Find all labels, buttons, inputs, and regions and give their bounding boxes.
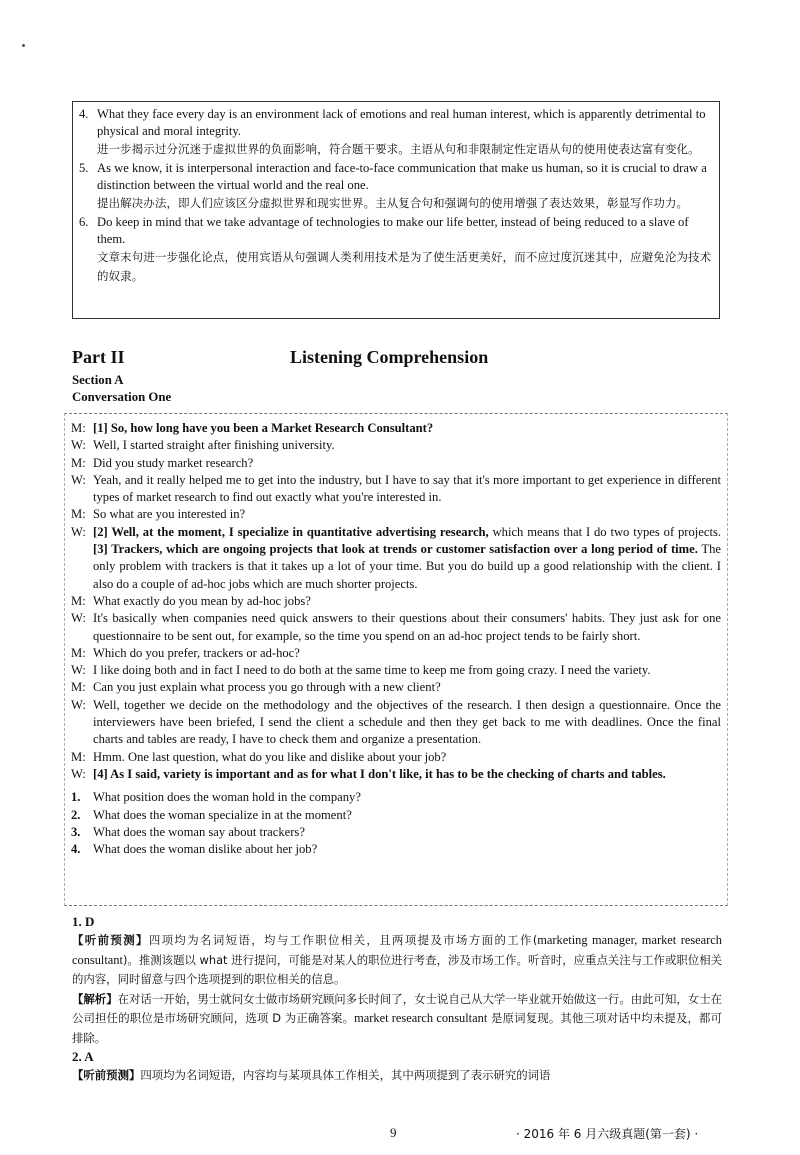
dialogue-segment: Well, I started straight after finishing university.	[93, 438, 335, 453]
question-list	[71, 789, 721, 858]
dialogue-line	[71, 610, 721, 645]
dialogue-text	[93, 437, 721, 454]
page-number: 9	[390, 1125, 397, 1140]
dialogue-text	[93, 524, 721, 593]
prediction-english: marketing manager, market research consultant	[72, 933, 722, 967]
dialogue-line	[71, 506, 721, 523]
analysis-text: 在对话一开始，男士就问女士做市场研究顾问多长时间了，女士说自己从大学一毕业就开始做这一行。由此可知，女士在公司担任的职位是市场研究顾问，选项 D 为正确答案。	[72, 991, 722, 1025]
annotated-sentences-box	[72, 101, 720, 319]
dialogue-text	[93, 697, 721, 749]
dialogue-segment: Hmm. One last question, what do you like and dislike about your job?	[93, 749, 447, 764]
speaker-label: W:	[71, 611, 86, 626]
dialogue-segment: Did you study market research?	[93, 455, 254, 470]
answer-section	[72, 913, 722, 1086]
question-number: 2.	[71, 807, 81, 822]
dialogue-line	[71, 524, 721, 593]
dialogue-text	[93, 749, 721, 766]
dialogue-segment: Well, together we decide on the methodology and the objectives of the research. I then design a questionnaire. Once the interviewers have been briefed, I send the client a schedule and then they get back to me with deadlines. Once the final charts and tables are ready, I have to check them and organize a presentation.	[93, 697, 721, 747]
key-sentence: [2] Well, at the moment, I specialize in quantitative advertising research,	[93, 524, 489, 539]
dialogue-segment: I like doing both and in fact I need to do both at the same time to keep me from going crazy. I need the variety.	[93, 663, 651, 678]
dialogue-text	[93, 662, 721, 679]
dialogue-text	[93, 420, 721, 437]
dialogue-text	[93, 679, 721, 696]
answer-prediction	[72, 931, 722, 990]
sentence-number: 5.	[79, 161, 89, 175]
page-source: · 2016 年 6 月六级真题(第一套) ·	[516, 1127, 699, 1141]
sentence-item	[79, 214, 715, 286]
dialogue-text	[93, 593, 721, 610]
key-sentence: [4] As I said, variety is important and as for what I don't like, it has to be the checking of charts and tables.	[93, 766, 666, 781]
dialogue-line	[71, 749, 721, 766]
speaker-label: M:	[71, 749, 86, 764]
speaker-label: M:	[71, 680, 86, 695]
prediction-text: 四项均为名词短语，均与工作职位相关，且两项提及市场方面的工作(	[148, 933, 538, 947]
question-number: 1.	[71, 790, 81, 805]
dialogue-text	[93, 645, 721, 662]
speaker-label: W:	[71, 472, 86, 487]
dialogue-line	[71, 679, 721, 696]
speaker-label: M:	[71, 645, 86, 660]
answer-number: 2. A	[72, 1049, 94, 1064]
dialogue-segment: So what are you interested in?	[93, 507, 246, 522]
dialogue-text	[93, 610, 721, 645]
speaker-label: M:	[71, 593, 86, 608]
analysis-english: market research consultant	[354, 1011, 488, 1025]
sentence-item	[79, 160, 715, 213]
dialogue-text	[93, 506, 721, 523]
dialogue-text	[93, 766, 721, 783]
transcript-box	[64, 413, 728, 906]
analysis-text-end: 是原词复现。其他三项对话中均未提及，都可排除。	[72, 1011, 723, 1045]
dialogue-line	[71, 437, 721, 454]
dialogue-line	[71, 420, 721, 437]
dialogue-segment: It's basically when companies need quick answers to their questions about their consumers' habits. They just ask for one questionnaire to be sent out, for example, so the time you spend on an ad-hoc project tends to be fairly short.	[93, 611, 721, 643]
sentence-comment: 进一步揭示过分沉迷于虚拟世界的负面影响，符合题干要求。主语从句和非限制定性定语从句的使用使表达富有变化。	[97, 142, 700, 156]
question-text: What does the woman say about trackers?	[93, 824, 305, 839]
dialogue-line	[71, 593, 721, 610]
section-label: Section A	[72, 373, 124, 387]
prediction-text-end: )。推测该题以 what 进行提问，可能是对某人的职位进行考查，涉及市场工作。听音时，应重点关注与工作或职位相关的内容，同时留意与四个选项提到的职位相关的信息。	[72, 952, 722, 986]
part-title: Listening Comprehension	[290, 347, 489, 367]
question-text: What does the woman dislike about her job?	[93, 842, 318, 857]
sentence-english: As we know, it is interpersonal interaction and face-to-face communication that make us human, so it is crucial to draw a distinction between the virtual world and the real one.	[97, 161, 707, 192]
question-item	[71, 841, 721, 858]
speaker-label: W:	[71, 766, 86, 781]
dialogue-line	[71, 662, 721, 679]
prediction-tag: 【听前预测】	[72, 1068, 141, 1082]
question-item	[71, 824, 721, 841]
answer-number: 1. D	[72, 914, 95, 929]
question-number: 4.	[71, 842, 81, 857]
speaker-label: W:	[71, 524, 86, 539]
question-number: 3.	[71, 824, 81, 839]
dialogue-segment: The only problem with trackers is that it takes up a lot of your time. But you do build up a good relationship with the client. I also do a couple of ad-hoc jobs which are much shorter projects.	[93, 542, 721, 591]
prediction-tag: 【听前预测】	[72, 933, 149, 947]
key-sentence: [1] So, how long have you been a Market Research Consultant?	[93, 421, 434, 435]
speaker-label: M:	[71, 455, 86, 470]
question-item	[71, 789, 721, 806]
prediction-text: 四项均为名词短语，内容均与某项具体工作相关，其中两项提到了表示研究的词语	[140, 1068, 551, 1082]
question-item	[71, 807, 721, 824]
speaker-label: W:	[71, 663, 86, 678]
sentence-comment: 提出解决办法，即人们应该区分虚拟世界和现实世界。主从复合句和强调句的使用增强了表达效果，彰显写作功力。	[97, 196, 689, 210]
sentence-item	[79, 106, 715, 159]
dialogue-segment: Yeah, and it really helped me to get into the industry, but I have to say that it's more important to get experience in different types of market research to find out exactly what you're interested in.	[93, 472, 721, 505]
dialogue-line	[71, 455, 721, 472]
dialogue-line	[71, 766, 721, 783]
answer-prediction	[72, 1066, 722, 1086]
sentence-english: What they face every day is an environment lack of emotions and real human interest, which is apparently detrimental to physical and moral integrity.	[97, 107, 706, 138]
question-text: What does the woman specialize in at the moment?	[93, 807, 352, 822]
question-text: What position does the woman hold in the company?	[93, 790, 361, 805]
dialogue-segment: What exactly do you mean by ad-hoc jobs?	[93, 593, 311, 608]
dialogue-line	[71, 697, 721, 749]
dialogue-line	[71, 645, 721, 662]
sentence-comment: 文章末句进一步强化论点，使用宾语从句强调人类利用技术是为了使生活更美好，而不应过度沉迷其中，应避免沦为技术的奴隶。	[97, 250, 712, 283]
speaker-label: M:	[71, 421, 86, 435]
answer-analysis	[72, 990, 722, 1049]
speaker-label: W:	[71, 438, 86, 453]
sentence-number: 6.	[79, 215, 89, 229]
part-label: Part II	[72, 347, 125, 367]
dialogue-line	[71, 472, 721, 507]
dialogue-text	[93, 455, 721, 472]
analysis-tag: 【解析】	[72, 991, 118, 1006]
dialogue	[71, 420, 721, 783]
sentence-number: 4.	[79, 107, 89, 121]
dialogue-text	[93, 472, 721, 507]
dialogue-segment: which means that I do two types of projects.	[488, 524, 722, 539]
speaker-label: W:	[71, 697, 86, 712]
conversation-label: Conversation One	[72, 390, 172, 404]
key-sentence: [3] Trackers, which are ongoing projects that look at trends or customer satisfaction over a long period of time.	[93, 542, 698, 557]
sentence-english: Do keep in mind that we take advantage of technologies to make our life better, instead of being reduced to a slave of them.	[97, 215, 689, 246]
scan-dot	[22, 44, 25, 47]
dialogue-segment: Which do you prefer, trackers or ad-hoc?	[93, 645, 300, 660]
dialogue-segment: Can you just explain what process you go through with a new client?	[93, 680, 441, 695]
speaker-label: M:	[71, 507, 86, 522]
